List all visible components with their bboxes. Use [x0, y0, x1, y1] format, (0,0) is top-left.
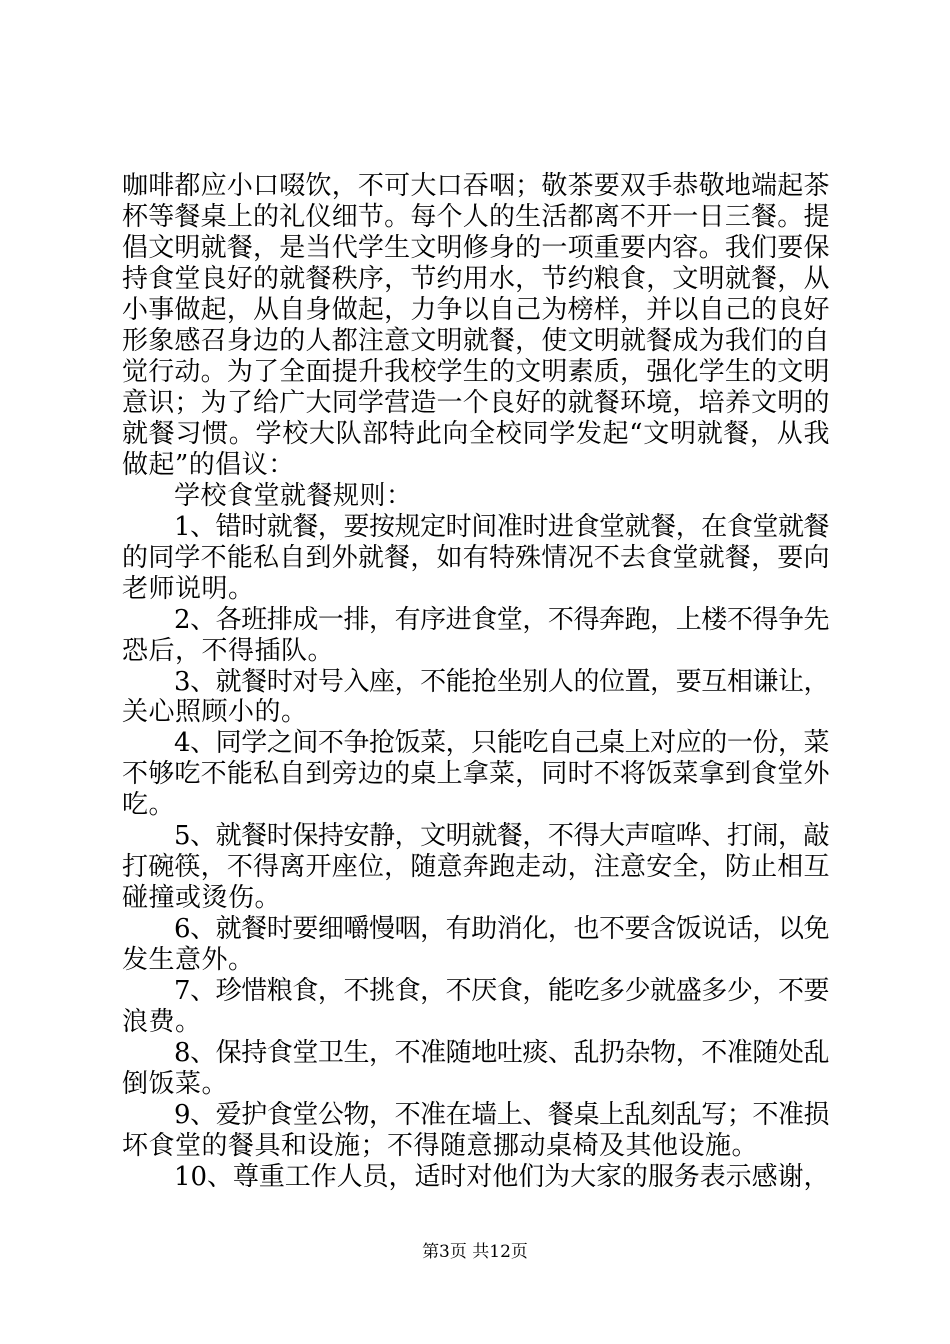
text-line-content: 关心照顾小的。 — [122, 697, 308, 727]
text-line-content: 做起”的倡议： — [122, 450, 295, 480]
text-line-content: 咖啡都应小口啜饮，不可大口吞咽；敬茶要双手恭敬地端起茶 — [122, 171, 830, 201]
text-line-content: 9、爱护食堂公物，不准在墙上、餐桌上乱刻乱写；不准损 — [174, 1100, 830, 1130]
text-line-content: 不够吃不能私自到旁边的桌上拿菜，同时不将饭菜拿到食堂外 — [122, 759, 830, 789]
text-line-content: 5、就餐时保持安静，文明就餐，不得大声喧哗、打闹，敲 — [174, 821, 830, 851]
text-line-content: 持食堂良好的就餐秩序，节约用水，节约粮食，文明就餐，从 — [122, 264, 830, 294]
text-line-content: 8、保持食堂卫生，不准随地吐痰、乱扔杂物，不准随处乱 — [174, 1038, 830, 1068]
text-line-content: 打碗筷，不得离开座位，随意奔跑走动，注意安全，防止相互 — [122, 852, 830, 882]
text-line-content: 坏食堂的餐具和设施；不得随意挪动桌椅及其他设施。 — [122, 1131, 759, 1161]
text-line-content: 4、同学之间不争抢饭菜，只能吃自己桌上对应的一份，菜 — [174, 728, 830, 758]
text-line-content: 小事做起，从自身做起，力争以自己为榜样，并以自己的良好 — [122, 295, 830, 325]
text-line-content: 10、尊重工作人员，适时对他们为大家的服务表示感谢， — [174, 1162, 830, 1192]
text-line-content: 形象感召身边的人都注意文明就餐，使文明就餐成为我们的自 — [122, 326, 830, 356]
section-heading-text: 学校食堂就餐规则： — [174, 481, 413, 511]
text-line-content: 意识；为了给广大同学营造一个良好的就餐环境，培养文明的 — [122, 388, 830, 418]
text-line-content: 就餐习惯。学校大队部特此向全校同学发起“文明就餐，从我 — [122, 419, 831, 449]
text-line-content: 老师说明。 — [122, 574, 255, 604]
text-line-content: 碰撞或烫伤。 — [122, 883, 282, 913]
text-line-content: 吃。 — [122, 790, 176, 820]
text-line-content: 发生意外。 — [122, 945, 255, 975]
text-line-content: 倡文明就餐，是当代学生文明修身的一项重要内容。我们要保 — [122, 233, 830, 263]
text-line-content: 浪费。 — [122, 1007, 202, 1037]
text-line — [0, 1158, 950, 1196]
text-line-content: 7、珍惜粮食，不挑食，不厌食，能吃多少就盛多少，不要 — [174, 976, 830, 1006]
text-line-content: 觉行动。为了全面提升我校学生的文明素质，强化学生的文明 — [122, 357, 830, 387]
text-line-content: 6、就餐时要细嚼慢咽，有助消化，也不要含饭说话，以免 — [174, 914, 830, 944]
text-line-content: 恐后，不得插队。 — [122, 636, 335, 666]
text-line-content: 3、就餐时对号入座，不能抢坐别人的位置，要互相谦让， — [174, 667, 830, 697]
page-footer: 第3页 共12页 — [422, 1242, 528, 1262]
text-line-content: 倒饭菜。 — [122, 1069, 229, 1099]
text-line-content: 的同学不能私自到外就餐，如有特殊情况不去食堂就餐，要向 — [122, 543, 830, 573]
text-line-content: 2、各班排成一排，有序进食堂，不得奔跑，上楼不得争先 — [174, 605, 830, 635]
text-line-content: 1、错时就餐，要按规定时间准时进食堂就餐，在食堂就餐 — [174, 512, 830, 542]
text-line-content: 杯等餐桌上的礼仪细节。每个人的生活都离不开一日三餐。提 — [122, 202, 830, 232]
